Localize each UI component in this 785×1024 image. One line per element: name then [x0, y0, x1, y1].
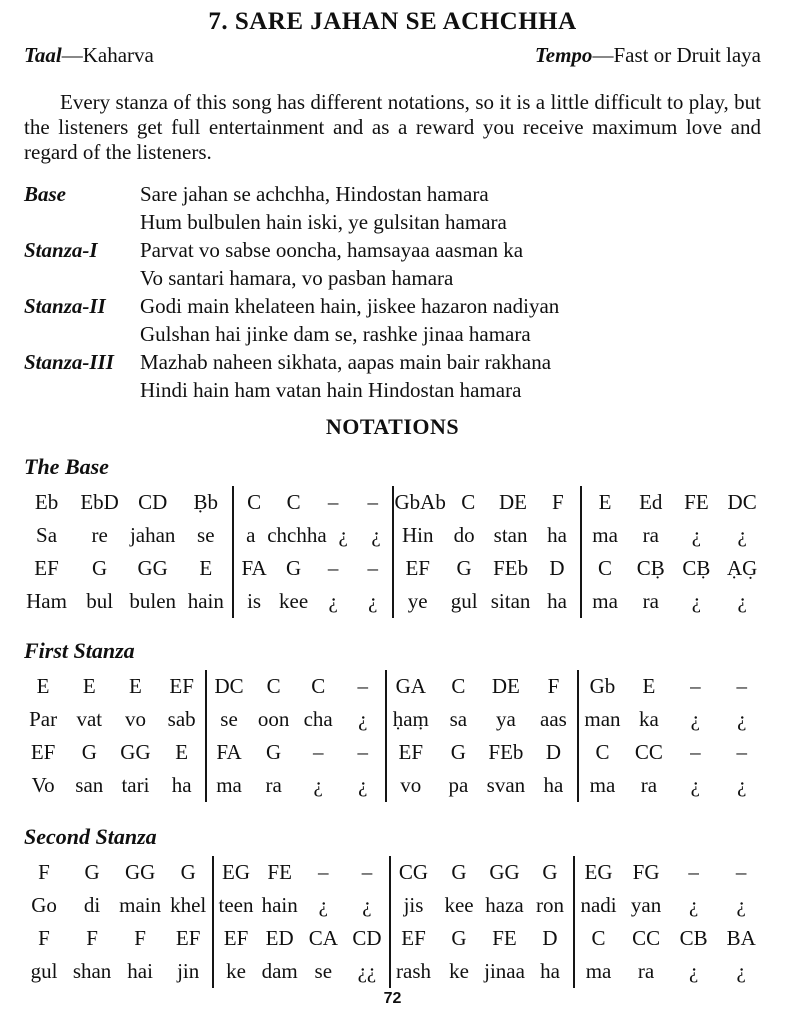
syllable-cell: sa	[449, 707, 468, 731]
section-title: First Stanza	[24, 638, 135, 663]
syllable-cell: kee	[444, 893, 474, 917]
syllable-cell: oon	[257, 707, 290, 731]
measure-group	[392, 519, 580, 552]
measure-group	[392, 486, 580, 519]
lyrics-block	[24, 180, 761, 404]
measure-group	[389, 922, 573, 955]
note-cell: FG	[632, 860, 660, 884]
note-cell: FEb	[493, 556, 529, 580]
note-cell: –	[688, 860, 699, 884]
note-cell: CD	[138, 490, 168, 514]
section-title: Second Stanza	[24, 824, 157, 849]
note-cell: ẠG̣	[726, 556, 758, 580]
note-cell: GA	[395, 674, 426, 698]
measure-group	[20, 519, 232, 552]
note-cell: G	[84, 860, 100, 884]
syllable-cell: san	[75, 773, 104, 797]
measure-group	[232, 552, 392, 585]
note-cell: G	[266, 740, 282, 764]
syllable-cell: ¿	[338, 523, 348, 547]
note-cell: Ed	[639, 490, 663, 514]
syllable-cell: ron	[536, 893, 565, 917]
measure-group	[580, 486, 765, 519]
syllable-cell: ¿	[362, 893, 372, 917]
measure-group	[577, 736, 765, 769]
syllable-cell: ha	[547, 523, 567, 547]
note-cell: E	[82, 674, 96, 698]
note-cell: E	[642, 674, 656, 698]
measure-group	[385, 670, 577, 703]
note-cell: CḄ	[636, 556, 665, 580]
syllable-cell: ¿	[688, 893, 699, 917]
syllable-cell: aas	[540, 707, 567, 731]
note-cell: F	[134, 926, 146, 950]
measure-group	[20, 486, 232, 519]
syllable-cell: ¿	[688, 959, 699, 983]
note-cell: –	[357, 674, 369, 698]
syllable-cell: jis	[403, 893, 424, 917]
note-cell: CG	[398, 860, 429, 884]
measure-group	[392, 585, 580, 618]
note-cell: EF	[401, 926, 426, 950]
syllable-cell: man	[584, 707, 621, 731]
syllable-cell: ma	[216, 773, 242, 797]
measure-group	[573, 856, 765, 889]
note-cell: F	[38, 926, 50, 950]
syllable-cell: ma	[585, 959, 612, 983]
note-cell: C	[461, 490, 476, 514]
note-cell: GG	[489, 860, 520, 884]
note-cell: F	[38, 860, 50, 884]
measure-group	[392, 552, 580, 585]
syllable-cell: do	[453, 523, 475, 547]
syllable-cell: ye	[407, 589, 428, 613]
syllable-cell: haza	[485, 893, 524, 917]
measure-group	[385, 703, 577, 736]
note-cell: Gb	[589, 674, 616, 698]
measure-group	[212, 922, 389, 955]
note-cell: EF	[169, 674, 194, 698]
syllable-cell: bul	[86, 589, 114, 613]
lyric-line: Hum bulbulen hain iski, ye gulsitan hamara	[140, 210, 507, 234]
syllable-cell: Hin	[401, 523, 434, 547]
measure-group	[232, 519, 392, 552]
notation-section-second-stanza	[24, 824, 761, 988]
note-cell: EF	[405, 556, 430, 580]
measure-group	[389, 856, 573, 889]
stanza-lines	[140, 292, 559, 348]
syllable-cell: ke	[449, 959, 469, 983]
stanza-label: Base	[24, 182, 66, 206]
syllable-cell: hain	[187, 589, 224, 613]
page-number: 72	[383, 990, 402, 1007]
measure-group	[573, 922, 765, 955]
notation-row-syllables	[20, 889, 765, 922]
syllable-cell: ¿	[737, 707, 747, 731]
note-cell: ED	[265, 926, 294, 950]
syllable-cell: shan	[72, 959, 112, 983]
lyric-line: Vo santari hamara, vo pasban hamara	[140, 266, 454, 290]
measure-group	[580, 552, 765, 585]
note-cell: –	[690, 674, 701, 698]
syllable-cell: ¿	[736, 893, 746, 917]
note-cell: E	[129, 674, 142, 698]
syllable-cell: ha	[547, 589, 567, 613]
note-cell: C	[286, 490, 301, 514]
measure-group	[20, 955, 212, 988]
syllable-cell: main	[119, 893, 162, 917]
note-cell: EF	[223, 926, 249, 950]
note-cell: GG	[124, 860, 156, 884]
syllable-cell: ¿	[690, 773, 700, 797]
stanza-3	[24, 348, 761, 404]
note-cell: –	[357, 740, 369, 764]
measure-group	[573, 889, 765, 922]
note-cell: FE	[267, 860, 292, 884]
note-cell: CB	[679, 926, 708, 950]
note-cell: C	[247, 490, 262, 514]
note-cell: EG	[584, 860, 613, 884]
syllable-cell: Ham	[26, 589, 67, 613]
note-cell: F	[547, 674, 560, 698]
note-cell: G	[456, 556, 472, 580]
syllable-cell: ¿	[737, 589, 747, 613]
syllable-cell: sitan	[490, 589, 531, 613]
syllable-cell: pa	[448, 773, 469, 797]
syllable-cell: jinaa	[484, 959, 525, 983]
measure-group	[20, 670, 205, 703]
lyric-line: Godi main khelateen hain, jiskee hazaron nadiyan	[140, 294, 560, 318]
syllable-cell: ¿	[371, 523, 381, 547]
note-cell: –	[735, 860, 747, 884]
section-title: The Base	[24, 454, 109, 479]
syllable-cell: ha	[540, 959, 560, 983]
notation-table	[20, 856, 765, 988]
syllable-cell: yan	[630, 893, 662, 917]
note-cell: C	[266, 674, 281, 698]
syllable-cell: ha	[171, 773, 192, 797]
note-cell: C	[598, 556, 613, 580]
notation-table	[20, 486, 765, 618]
syllable-cell: hain	[261, 893, 298, 917]
note-cell: CA	[308, 926, 338, 950]
notation-section-first-stanza	[24, 638, 761, 802]
syllable-cell: ¿	[358, 773, 368, 797]
notation-row-notes	[20, 736, 765, 769]
note-cell: –	[367, 490, 378, 514]
notation-row-notes	[20, 552, 765, 585]
note-cell: G	[542, 860, 558, 884]
syllable-cell: khel	[170, 893, 207, 917]
note-cell: –	[327, 556, 339, 580]
stanza-lines	[140, 180, 507, 236]
measure-group	[577, 703, 765, 736]
notation-row-notes	[20, 922, 765, 955]
syllable-cell: ¿¿	[357, 959, 377, 983]
note-cell: Ḅb	[193, 490, 219, 514]
syllable-cell: kee	[279, 589, 309, 613]
note-cell: C	[591, 926, 606, 950]
syllable-cell: ¿	[690, 707, 700, 731]
lyric-line: Mazhab naheen sikhata, aapas main bair rakhana	[140, 350, 552, 374]
note-cell: FEb	[488, 740, 524, 764]
note-cell: EF	[30, 740, 56, 764]
note-cell: CC	[634, 740, 663, 764]
stanza-label: Stanza-II	[24, 294, 106, 318]
stanza-2	[24, 292, 761, 348]
note-cell: C	[311, 674, 326, 698]
stanza-base	[24, 180, 761, 236]
syllable-cell: ¿	[691, 589, 702, 613]
syllable-cell: Vo	[31, 773, 55, 797]
measure-group	[20, 736, 205, 769]
syllable-cell: ¿	[368, 589, 378, 613]
measure-group	[577, 769, 765, 802]
taal-value: —Kaharva	[61, 43, 154, 67]
note-cell: GG	[137, 556, 168, 580]
note-cell: G	[92, 556, 108, 580]
syllable-cell: ra	[637, 959, 655, 983]
note-cell: E	[199, 556, 213, 580]
notation-row-syllables	[20, 769, 765, 802]
syllable-cell: sab	[167, 707, 196, 731]
note-cell: DE	[499, 490, 528, 514]
measure-group	[205, 769, 385, 802]
syllable-cell: ra	[265, 773, 282, 797]
note-cell: G	[81, 740, 97, 764]
measure-group	[20, 889, 212, 922]
note-cell: DC	[214, 674, 244, 698]
syllable-cell: ¿	[318, 893, 328, 917]
measure-group	[385, 736, 577, 769]
syllable-cell: ha	[543, 773, 564, 797]
page-title: 7. SARE JAHAN SE ACHCHHA	[208, 8, 577, 35]
note-cell: E	[598, 490, 612, 514]
syllable-cell: Par	[29, 707, 58, 731]
note-cell: G	[286, 556, 302, 580]
syllable-cell: se	[197, 523, 215, 547]
measure-group	[580, 519, 765, 552]
measure-group	[580, 585, 765, 618]
notation-row-syllables	[20, 703, 765, 736]
syllable-cell: is	[247, 589, 262, 613]
syllable-cell: ra	[640, 773, 658, 797]
syllable-cell: ra	[642, 523, 659, 547]
note-cell: DE	[491, 674, 520, 698]
measure-group	[20, 585, 232, 618]
syllable-cell: ra	[642, 589, 659, 613]
measure-group	[205, 736, 385, 769]
notation-row-notes	[20, 486, 765, 519]
note-cell: EF	[175, 926, 201, 950]
note-cell: C	[595, 740, 610, 764]
measure-group	[573, 955, 765, 988]
notation-table	[20, 670, 765, 802]
note-cell: Eb	[34, 490, 59, 514]
note-cell: GbAb	[394, 490, 446, 514]
measure-group	[577, 670, 765, 703]
measure-group	[385, 769, 577, 802]
note-cell: DC	[727, 490, 757, 514]
note-cell: D	[549, 556, 565, 580]
note-cell: D	[545, 740, 562, 764]
note-cell: –	[312, 740, 324, 764]
note-cell: F	[86, 926, 98, 950]
notation-row-syllables	[20, 585, 765, 618]
syllable-cell: teen	[218, 893, 254, 917]
lyric-line: Sare jahan se achchha, Hindostan hamara	[140, 182, 489, 206]
syllable-cell: svan	[486, 773, 526, 797]
syllable-cell: jahan	[129, 523, 176, 547]
measure-group	[389, 955, 573, 988]
note-cell: FE	[684, 490, 709, 514]
notations-heading: NOTATIONS	[325, 414, 460, 439]
note-cell: –	[736, 674, 748, 698]
intro-paragraph: Every stanza of this song has different notations, so it is a little difficult to play, but the listeners get full entertainment and as a reward you receive maximum love and regard of the listeners.	[24, 90, 761, 164]
syllable-cell: ¿	[737, 523, 747, 547]
note-cell: E	[175, 740, 189, 764]
syllable-cell: bulen	[129, 589, 177, 613]
measure-group	[20, 856, 212, 889]
syllable-cell: se	[314, 959, 333, 983]
note-cell: G	[451, 860, 467, 884]
syllable-cell: cha	[303, 707, 333, 731]
note-cell: EF	[398, 740, 424, 764]
tempo-value: —Fast or Druit laya	[592, 43, 761, 67]
note-cell: F	[551, 490, 564, 514]
note-cell: CD	[352, 926, 382, 950]
measure-group	[20, 552, 232, 585]
syllable-cell: ḥaṃ	[392, 707, 429, 731]
measure-group	[20, 703, 205, 736]
syllable-cell: ¿	[328, 589, 338, 613]
note-cell: CḄ	[682, 556, 711, 580]
note-cell: E	[36, 674, 50, 698]
tempo	[535, 42, 761, 68]
note-cell: –	[367, 556, 378, 580]
taal-tempo-row	[24, 42, 761, 68]
syllable-cell: ya	[495, 707, 516, 731]
note-cell: –	[318, 860, 329, 884]
syllable-cell: vo	[124, 707, 146, 731]
syllable-cell: ma	[592, 523, 618, 547]
syllable-cell: chchha	[267, 523, 327, 547]
stanza-label: Stanza-I	[24, 238, 98, 262]
note-cell: –	[736, 740, 748, 764]
lyric-line: Gulshan hai jinke dam se, rashke jinaa hamara	[140, 322, 531, 346]
notation-row-syllables	[20, 955, 765, 988]
notation-row-notes	[20, 856, 765, 889]
syllable-cell: vo	[400, 773, 422, 797]
note-cell: EG	[222, 860, 251, 884]
measure-group	[205, 703, 385, 736]
syllable-cell: dam	[261, 959, 298, 983]
note-cell: FA	[241, 556, 267, 580]
syllable-cell: a	[246, 523, 256, 547]
note-cell: G	[451, 926, 467, 950]
syllable-cell: ka	[638, 707, 659, 731]
stanza-lines	[140, 348, 551, 404]
measure-group	[232, 585, 392, 618]
measure-group	[389, 889, 573, 922]
syllable-cell: ¿	[691, 523, 702, 547]
lyric-line: Hindi hain ham vatan hain Hindostan hamara	[140, 378, 522, 402]
lyric-line: Parvat vo sabse ooncha, hamsayaa aasman ka	[140, 238, 524, 262]
note-cell: FE	[492, 926, 517, 950]
note-cell: C	[451, 674, 466, 698]
measure-group	[20, 922, 212, 955]
note-cell: G	[450, 740, 466, 764]
measure-group	[212, 856, 389, 889]
syllable-cell: Go	[31, 893, 57, 917]
note-cell: CC	[632, 926, 661, 950]
note-cell: G	[180, 860, 196, 884]
stanza-1	[24, 236, 761, 292]
syllable-cell: re	[91, 523, 108, 547]
measure-group	[205, 670, 385, 703]
note-cell: GG	[120, 740, 151, 764]
note-cell: EF	[34, 556, 59, 580]
measure-group	[20, 769, 205, 802]
syllable-cell: vat	[76, 707, 103, 731]
syllable-cell: ma	[592, 589, 618, 613]
syllable-cell: jin	[177, 959, 200, 983]
note-cell: BA	[726, 926, 756, 950]
note-cell: –	[361, 860, 373, 884]
note-cell: EbD	[80, 490, 119, 514]
note-cell: –	[690, 740, 701, 764]
taal	[24, 42, 154, 68]
syllable-cell: hai	[127, 959, 153, 983]
syllable-cell: Sa	[36, 523, 58, 547]
syllable-cell: stan	[493, 523, 528, 547]
measure-group	[212, 955, 389, 988]
syllable-cell: gul	[30, 959, 58, 983]
syllable-cell: nadi	[580, 893, 617, 917]
note-cell: FA	[216, 740, 242, 764]
syllable-cell: ¿	[736, 959, 746, 983]
syllable-cell: ma	[589, 773, 616, 797]
syllable-cell: ke	[226, 959, 246, 983]
stanza-lines	[140, 236, 523, 292]
notation-row-notes	[20, 670, 765, 703]
taal-label: Taal	[24, 43, 62, 67]
stanza-label: Stanza-III	[24, 350, 114, 374]
syllable-cell: gul	[450, 589, 478, 613]
syllable-cell: ¿	[737, 773, 747, 797]
measure-group	[232, 486, 392, 519]
notation-row-syllables	[20, 519, 765, 552]
notation-section-the-base	[24, 454, 761, 618]
note-cell: –	[327, 490, 339, 514]
syllable-cell: ¿	[358, 707, 368, 731]
measure-group	[212, 889, 389, 922]
tempo-label: Tempo	[534, 43, 593, 67]
syllable-cell: di	[83, 893, 101, 917]
syllable-cell: se	[220, 707, 238, 731]
syllable-cell: rash	[396, 959, 432, 983]
syllable-cell: ¿	[313, 773, 323, 797]
note-cell: D	[542, 926, 558, 950]
syllable-cell: tari	[121, 773, 150, 797]
